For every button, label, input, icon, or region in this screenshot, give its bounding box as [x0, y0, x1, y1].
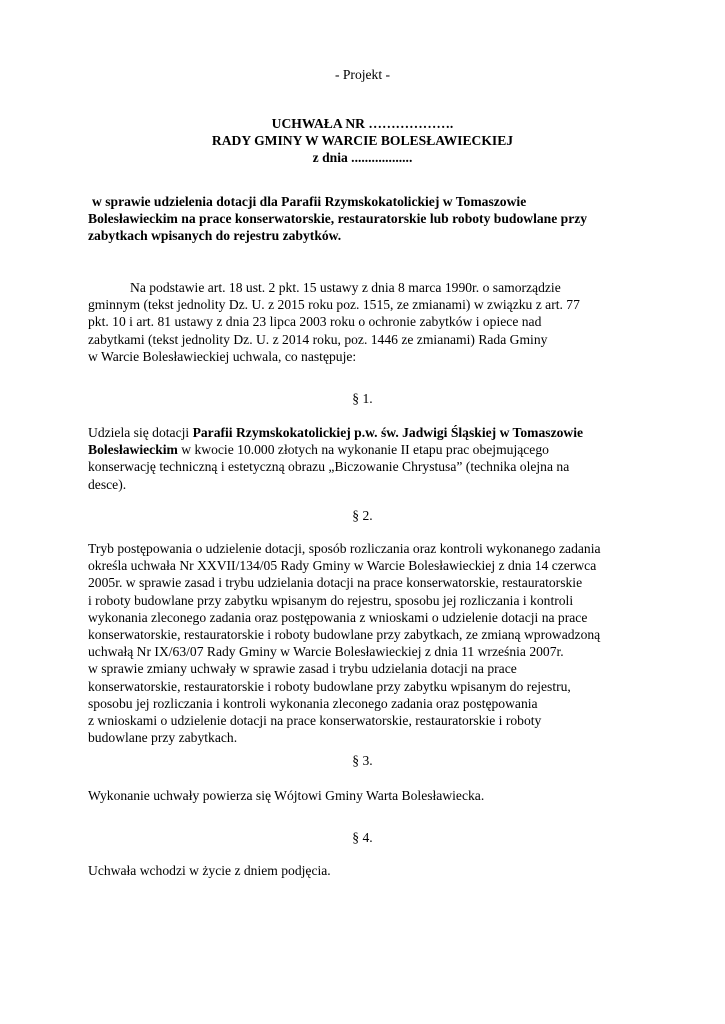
section-2-line: budowlane przy zabytkach. [88, 730, 238, 746]
preamble-line: zabytkami (tekst jednolity Dz. U. z 2014 roku, poz. 1446 ze zmianami) Rada Gminy [88, 331, 548, 347]
section-3-text: Wykonanie uchwały powierza się Wójtowi Gminy Warta Bolesławiecka. [88, 788, 485, 803]
preamble-line: w Warcie Bolesławieckiej uchwala, co następuje: [88, 348, 357, 364]
section-2-line: uchwałą Nr IX/63/07 Rady Gminy w Warcie Bolesławieckiej z dnia 11 września 2007r. [88, 644, 564, 660]
section-2-line: i roboty budowlane przy zabytku wpisanym do rejestru, sposobu jej rozliczania i kontroli [88, 592, 574, 608]
resolution-date: z dnia .................. [312, 150, 413, 165]
section-1-line: konserwację techniczną i estetyczną obrazu „Biczowanie Chrystusa” (technika olejna na [88, 459, 570, 475]
section-2-body [88, 540, 641, 746]
section-2-line: konserwatorskie, restauratorskie i roboty budowlane przy zabytkach, ze zmianą wprowadzoną [88, 627, 601, 643]
project-label: - Projekt - [334, 67, 391, 82]
resolution-number: UCHWAŁA NR ………………. [271, 116, 454, 131]
section-2-line: określa uchwała Nr XXVII/134/05 Rady Gminy w Warcie Bolesławieckiej z dnia 14 czerwca [88, 558, 597, 574]
preamble-line: gminnym (tekst jednolity Dz. U. z 2015 roku poz. 1515, ze zmianami) w związku z art. 77 [88, 297, 580, 313]
section-2-line: z wnioskami o udzielenie dotacji na prace konserwatorskie, restauratorskie i roboty [88, 713, 542, 729]
section-1-line [88, 441, 641, 458]
section-3-heading: § 3. [352, 753, 373, 768]
section-1-line: desce). [88, 476, 127, 492]
section-4-text: Uchwała wchodzi w życie z dniem podjęcia. [88, 863, 331, 878]
preamble [88, 279, 641, 365]
section-4-heading: § 4. [352, 830, 373, 845]
preamble-line: Na podstawie art. 18 ust. 2 pkt. 15 ustawy z dnia 8 marca 1990r. o samorządzie [130, 280, 561, 295]
council-name: RADY GMINY W WARCIE BOLESŁAWIECKIEJ [211, 133, 514, 148]
section-2-line: wykonania zleconego zadania oraz postępowania z wnioskami o udzielenie dotacji na prace [88, 609, 588, 625]
section-2-heading: § 2. [352, 508, 373, 523]
section-2-line: 2005r. w sprawie zasad i trybu udzielania dotacji na prace konserwatorskie, restauratorskie [88, 575, 583, 591]
section-1-text: w kwocie 10.000 złotych na wykonanie II etapu prac obejmującego [177, 442, 549, 458]
preamble-line: pkt. 10 i art. 81 ustawy z dnia 23 lipca 2003 roku o ochronie zabytków i opiece nad [88, 314, 542, 330]
subject-line: zabytkach wpisanych do rejestru zabytków. [88, 228, 342, 244]
section-1-line [88, 424, 641, 441]
section-1-body [88, 424, 641, 493]
beneficiary-location: Bolesławieckim [88, 442, 178, 458]
subject-line: Bolesławieckim na prace konserwatorskie, restauratorskie lub roboty budowlane przy [88, 211, 588, 227]
beneficiary-name: Parafii Rzymskokatolickiej p.w. św. Jadwigi Śląskiej w Tomaszowie [192, 425, 584, 440]
section-1-heading: § 1. [352, 391, 373, 406]
section-2-line: w sprawie zmiany uchwały w sprawie zasad i trybu udzielania dotacji na prace [88, 661, 517, 677]
resolution-subject [88, 193, 641, 245]
subject-line: w sprawie udzielenia dotacji dla Parafii Rzymskokatolickiej w Tomaszowie [92, 194, 527, 209]
section-1-text: Udziela się dotacji [88, 425, 193, 440]
section-2-line: sposobu jej rozliczania i kontroli wykonania zleconego zadania oraz postępowania [88, 695, 538, 711]
section-2-line: konserwatorskie, restauratorskie i roboty budowlane przy zabytku wpisanym do rejestru, [88, 678, 571, 694]
section-2-line: Tryb postępowania o udzielenie dotacji, sposób rozliczania oraz kontroli wykonanego zadania [88, 541, 601, 556]
